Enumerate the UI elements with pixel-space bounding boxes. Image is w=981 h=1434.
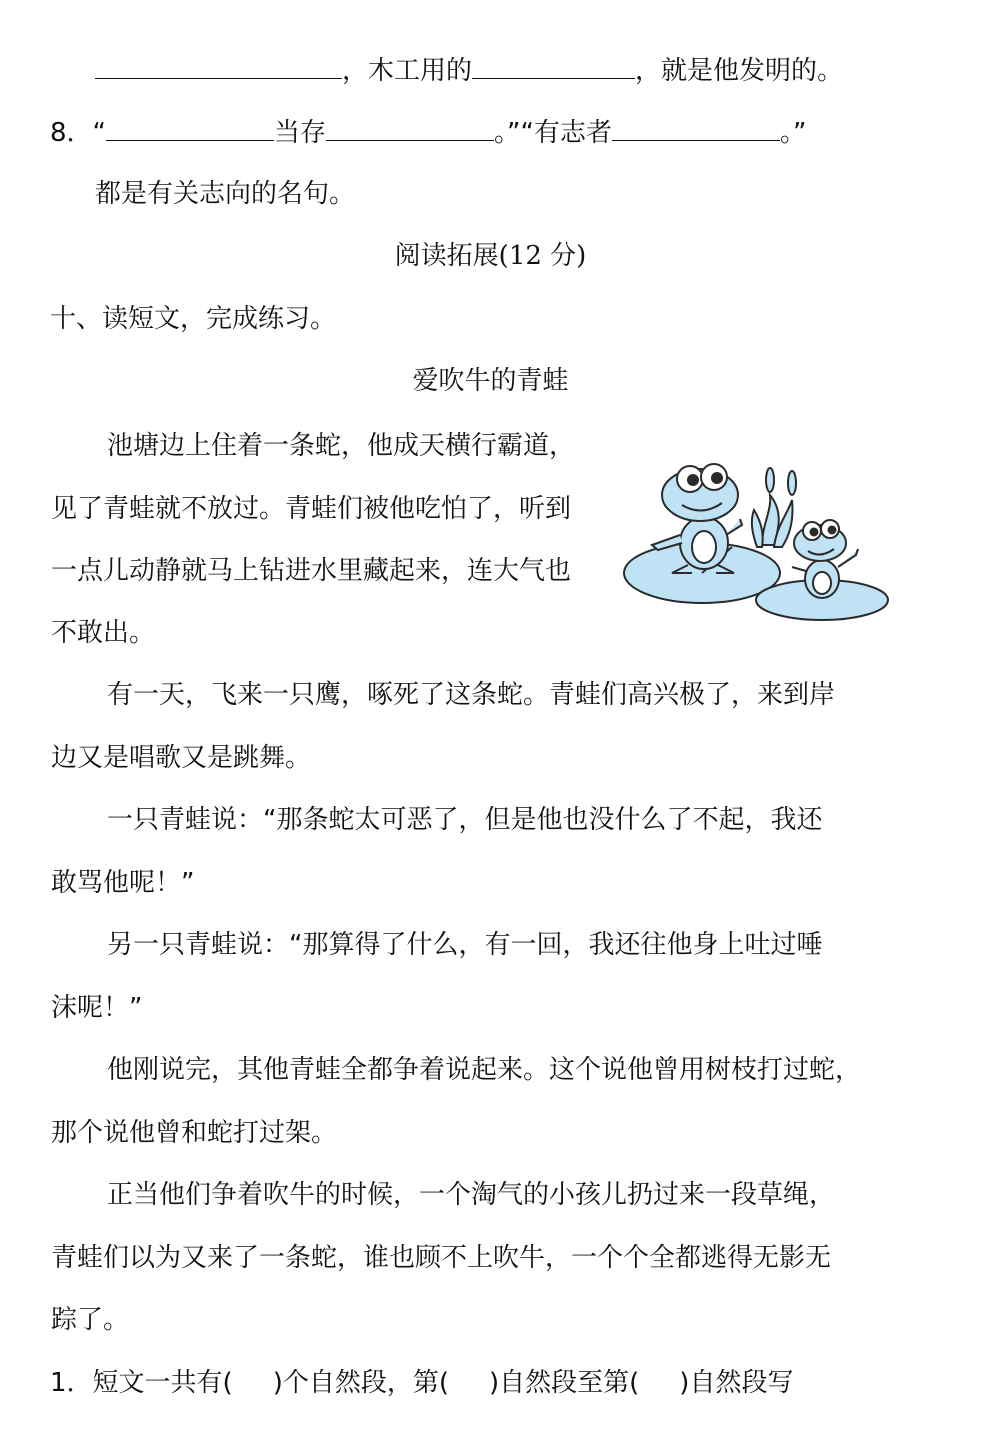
blank-answer[interactable]	[326, 114, 494, 141]
story-line: 有一天，飞来一只鹰，啄死了这条蛇。青蛙们高兴极了，来到岸	[107, 680, 836, 710]
blank-answer[interactable]	[612, 114, 780, 141]
story-line: 他刚说完，其他青蛙全都争着说起来。这个说他曾用树枝打过蛇，	[107, 1055, 862, 1085]
question-text: )自然段至第(	[489, 1368, 640, 1398]
question-text: )自然段写	[679, 1368, 794, 1398]
task-text: 十、读短文，完成练习。	[50, 304, 337, 334]
question-8-continuation	[0, 176, 981, 212]
story-line: 见了青蛙就不放过。青蛙们被他吃怕了，听到	[51, 494, 572, 524]
question-number: 1．	[50, 1368, 93, 1398]
question-8	[0, 114, 981, 151]
story-line: 那个说他曾和蛇打过架。	[51, 1118, 338, 1148]
task-instruction	[0, 301, 981, 337]
section-heading: 阅读拓展(12 分)	[394, 241, 587, 271]
question-text: 。”“有志者	[494, 118, 612, 148]
story-line: 边又是唱歌又是跳舞。	[51, 743, 312, 773]
story-line: 踪了。	[51, 1305, 130, 1335]
story-line: 沫呢！”	[51, 993, 143, 1023]
story-line: 不敢出。	[51, 618, 156, 648]
blank-answer[interactable]	[106, 114, 274, 141]
story-line: 一只青蛙说：“那条蛇太可恶了，但是他也没什么了不起，我还	[107, 805, 823, 835]
question-text: 短文一共有(	[92, 1368, 233, 1398]
reeds	[752, 468, 796, 547]
story-line: 另一只青蛙说：“那算得了什么，有一回，我还往他身上吐过唾	[107, 930, 823, 960]
question-text: 都是有关志向的名句。	[95, 179, 356, 209]
blank-answer[interactable]	[472, 52, 635, 79]
story-line: 池塘边上住着一条蛇，他成天横行霸道，	[107, 431, 576, 461]
question-number: 8．	[50, 118, 93, 148]
blank-answer[interactable]	[95, 52, 342, 79]
story-line: 正当他们争着吹牛的时候，一个淘气的小孩儿扔过来一段草绳，	[107, 1180, 836, 1210]
fill-text: ，木工用的	[342, 56, 473, 86]
story-line: 一点儿动静就马上钻进水里藏起来，连大气也	[51, 556, 572, 586]
story-line: 敢骂他呢！”	[51, 868, 195, 898]
question-text: 。”	[780, 118, 807, 148]
question-text: )个自然段，第(	[272, 1368, 449, 1398]
quote-mark: “	[92, 118, 107, 148]
story-line: 青蛙们以为又来了一条蛇，谁也顾不上吹牛，一个个全都逃得无影无	[51, 1243, 832, 1273]
frog-illustration	[622, 455, 894, 623]
fill-line-q7	[0, 52, 981, 89]
question-1	[0, 1365, 981, 1401]
story-title: 爱吹牛的青蛙	[412, 366, 569, 396]
fill-text: ，就是他发明的。	[635, 56, 844, 86]
question-text: 当存	[274, 118, 327, 148]
